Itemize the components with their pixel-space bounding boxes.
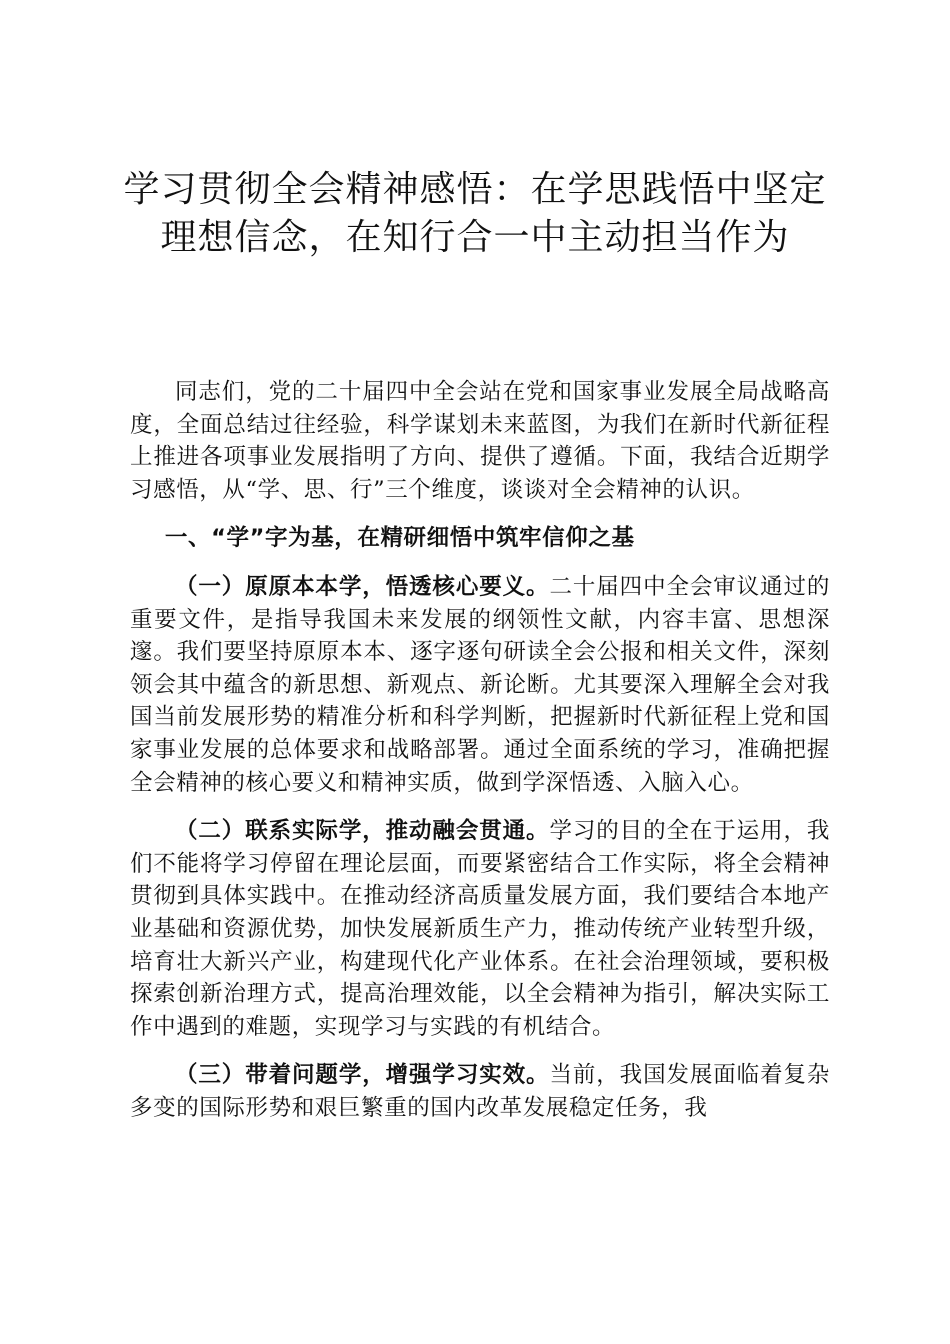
spacer [130, 506, 830, 522]
item-lead-3: （三）带着问题学，增强学习实效。 [175, 1062, 550, 1089]
item-lead-2: （二）联系实际学，推动融会贯通。 [175, 818, 550, 845]
item-paragraph-3 [130, 1059, 830, 1124]
spacer [130, 555, 830, 571]
item-text-3: 当前，我国发展面临着复杂多变的国际形势和艰巨繁重的国内改革发展稳定任务，我 [130, 1062, 830, 1121]
document-title: 学习贯彻全会精神感悟：在学思践悟中坚定理想信念，在知行合一中主动担当作为 [123, 169, 827, 258]
spacer [130, 1043, 830, 1059]
document-body [130, 376, 830, 1124]
item-text-2: 学习的目的全在于运用，我们不能将学习停留在理论层面，而要紧密结合工作实际，将全会精神贯彻到具体实践中。在推动经济高质量发展方面，我们要结合本地产业基础和资源优势，加快发展新质生产力，推动传统产业转型升级，培育壮大新兴产业，构建现代化产业体系。在社会治理领域，要积极探索创新治理方式，提高治理效能，以全会精神为指引，解决实际工作中遇到的难题，实现学习与实践的有机结合。 [130, 818, 830, 1040]
item-paragraph-1 [130, 571, 830, 799]
section-heading: 一、“学”字为基，在精研细悟中筑牢信仰之基 [164, 525, 635, 552]
item-paragraph-2 [130, 815, 830, 1043]
spacer [130, 799, 830, 815]
intro-paragraph: 同志们，党的二十届四中全会站在党和国家事业发展全局战略高度，全面总结过往经验，科学谋划未来蓝图，为我们在新时代新征程上推进各项事业发展指明了方向、提供了遵循。下面，我结合近期学习感悟，从“学、思、行”三个维度，谈谈对全会精神的认识。 [130, 379, 830, 503]
item-text-1: 二十届四中全会审议通过的重要文件，是指导我国未来发展的纲领性文献，内容丰富、思想深邃。我们要坚持原原本本、逐字逐句研读全会公报和相关文件，深刻领会其中蕴含的新思想、新观点、新论断。尤其要深入理解全会对我国当前发展形势的精准分析和科学判断，把握新时代新征程上党和国家事业发展的总体要求和战略部署。通过全面系统的学习，准确把握全会精神的核心要义和精神实质，做到学深悟透、入脑入心。 [130, 573, 830, 796]
item-lead-1: （一）原原本本学，悟透核心要义。 [175, 573, 550, 600]
